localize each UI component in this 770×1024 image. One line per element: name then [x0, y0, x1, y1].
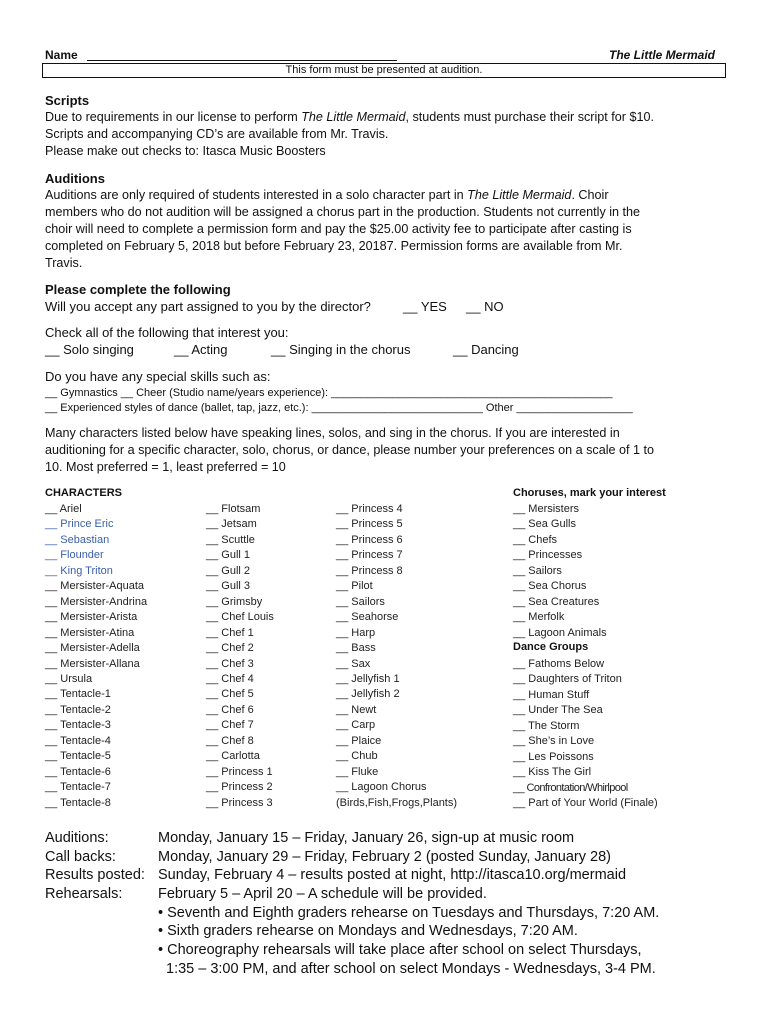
- character-item[interactable]: __ Chef 8: [206, 734, 254, 747]
- character-item[interactable]: __ Gull 3: [206, 580, 251, 593]
- character-item[interactable]: __ Mersister-Allana: [45, 657, 140, 670]
- auditions-value: Monday, January 15 – Friday, January 26, sign-up at music room: [158, 830, 575, 846]
- auditions-label: Auditions:: [45, 830, 109, 846]
- characters-heading: CHARACTERS: [45, 487, 122, 499]
- audition-banner: This form must be presented at audition.: [42, 63, 726, 78]
- dance-group-item[interactable]: __ Kiss The Girl: [513, 766, 592, 779]
- character-item[interactable]: __ Tentacle-4: [45, 734, 111, 747]
- character-item[interactable]: __ Harp: [336, 626, 376, 639]
- chorus-item[interactable]: __ Sea Gulls: [513, 518, 576, 531]
- character-item[interactable]: __ Princess 1: [206, 765, 273, 778]
- character-item[interactable]: __ Sebastian: [45, 533, 110, 546]
- character-item[interactable]: __ King Triton: [45, 564, 113, 577]
- character-item[interactable]: __ Mersister-Andrina: [45, 595, 148, 608]
- character-item[interactable]: __ Jellyfish 1: [336, 672, 400, 685]
- character-item[interactable]: __ Chef Louis: [206, 611, 274, 624]
- character-item[interactable]: __ Sailors: [336, 595, 385, 608]
- character-item[interactable]: __ Flotsam: [206, 503, 261, 515]
- choruses-heading: Choruses, mark your interest: [513, 487, 666, 499]
- character-item[interactable]: __ Mersister-Atina: [45, 626, 135, 639]
- dance-group-item[interactable]: __ She’s in Love: [513, 735, 595, 748]
- character-item[interactable]: __ Chef 2: [206, 642, 254, 655]
- dance-group-item[interactable]: __ The Storm: [513, 719, 580, 732]
- character-item[interactable]: __ Chef 6: [206, 703, 254, 716]
- character-item[interactable]: __ Gull 2: [206, 564, 251, 577]
- rehearsal-bullet-1: • Seventh and Eighth graders rehearse on Tuesdays and Thursdays, 7:20 AM.: [158, 905, 660, 921]
- character-item[interactable]: __ Princess 3: [206, 796, 273, 809]
- character-item[interactable]: __ Tentacle-1: [45, 688, 111, 701]
- character-item[interactable]: __ Tentacle-5: [45, 750, 111, 763]
- callbacks-label: Call backs:: [45, 849, 116, 865]
- interest-solo-singing[interactable]: __ Solo singing: [45, 342, 134, 357]
- character-item[interactable]: __ Chef 4: [206, 672, 254, 685]
- character-item[interactable]: __ Bass: [336, 642, 376, 655]
- lagoon-chorus-note: (Birds,Fish,Frogs,Plants): [336, 796, 458, 809]
- dance-heading: Dance Groups: [513, 641, 589, 653]
- character-item[interactable]: __ Chub: [336, 750, 378, 763]
- interest-chorus[interactable]: __ Singing in the chorus: [271, 342, 411, 357]
- character-item[interactable]: __ Flounder: [45, 549, 104, 562]
- interest-acting[interactable]: __ Acting: [174, 342, 228, 357]
- character-item[interactable]: __ Fluke: [336, 765, 379, 778]
- scripts-line-1: Due to requirements in our license to perform The Little Mermaid, students must purchase their script for $10.: [45, 110, 654, 124]
- character-item[interactable]: __ Mersister-Adella: [45, 642, 140, 655]
- rehearsal-bullet-3-cont: 1:35 – 3:00 PM, and after school on select Mondays - Wednesdays, 3-4 PM.: [166, 961, 656, 977]
- chorus-item[interactable]: __ Merfolk: [513, 611, 565, 624]
- rehearsals-value: February 5 – April 20 – A schedule will be provided.: [158, 886, 487, 902]
- character-item[interactable]: __ Chef 3: [206, 657, 254, 670]
- character-item[interactable]: __ Princess 7: [336, 549, 403, 562]
- character-item[interactable]: __ Ariel: [45, 503, 82, 515]
- name-field[interactable]: [87, 60, 397, 61]
- dance-group-item[interactable]: __ Fathoms Below: [513, 658, 605, 670]
- character-item[interactable]: __ Tentacle-6: [45, 765, 111, 778]
- dance-group-item[interactable]: __ Confrontation/Whirlpool: [513, 781, 628, 794]
- auditions-line-2: members who do not audition will be assigned a chorus part in the production. Students not currently in the: [45, 205, 641, 219]
- character-item[interactable]: __ Tentacle-7: [45, 781, 111, 794]
- character-item[interactable]: __ Jellyfish 2: [336, 688, 400, 701]
- auditions-line-1: Auditions are only required of students interested in a solo character part in The Little Mermaid. Choir: [45, 188, 609, 202]
- character-item[interactable]: __ Plaice: [336, 734, 382, 747]
- character-item[interactable]: __ Ursula: [45, 672, 93, 685]
- character-item[interactable]: __ Princess 2: [206, 781, 273, 794]
- auditions-heading: Auditions: [45, 171, 105, 186]
- character-item[interactable]: __ Lagoon Chorus: [336, 781, 427, 794]
- rehearsal-bullet-2: • Sixth graders rehearse on Mondays and Wednesdays, 7:20 AM.: [158, 923, 578, 939]
- scripts-line-2: Scripts and accompanying CD’s are available from Mr. Travis.: [45, 127, 389, 141]
- preference-line-2: auditioning for a specific character, solo, chorus, or dance, please number your preferences on a scale of 1 to: [45, 443, 655, 457]
- skills-prompt: Do you have any special skills such as:: [45, 369, 271, 384]
- character-item[interactable]: __ Mersister-Arista: [45, 611, 138, 624]
- results-label: Results posted:: [45, 867, 145, 883]
- chorus-item[interactable]: __ Mersisters: [513, 503, 580, 515]
- preference-line-3: 10. Most preferred = 1, least preferred = 10: [45, 460, 286, 474]
- preference-line-1: Many characters listed below have speaking lines, solos, and sing in the chorus. If you are interested in: [45, 426, 620, 440]
- character-item[interactable]: __ Princess 5: [336, 518, 403, 531]
- character-item[interactable]: __ Carp: [336, 719, 376, 732]
- auditions-line-4: completed on February 5, 2018 but before February 23, 20187. Permission forms are available from Mr.: [45, 239, 623, 253]
- character-item[interactable]: __ Grimsby: [206, 595, 263, 608]
- skills-line-2[interactable]: __ Experienced styles of dance (ballet, tap, jazz, etc.): ____________________________ Other ___________________: [45, 402, 633, 414]
- interest-dancing[interactable]: __ Dancing: [453, 342, 519, 357]
- dance-group-item[interactable]: __ Daughters of Triton: [513, 673, 622, 686]
- character-item[interactable]: __ Prince Eric: [45, 518, 114, 531]
- character-item[interactable]: __ Princess 8: [336, 564, 403, 577]
- chorus-item[interactable]: __ Sailors: [513, 564, 562, 577]
- character-item[interactable]: __ Jetsam: [206, 518, 257, 531]
- complete-heading: Please complete the following: [45, 282, 231, 297]
- accept-yes-option[interactable]: __ YES: [403, 299, 447, 314]
- rehearsals-label: Rehearsals:: [45, 886, 123, 902]
- accept-no-option[interactable]: __ NO: [466, 299, 504, 314]
- character-item[interactable]: __ Sax: [336, 657, 371, 670]
- character-item[interactable]: __ Chef 7: [206, 719, 254, 732]
- chorus-item[interactable]: __ Princesses: [513, 549, 583, 562]
- dance-group-item[interactable]: __ Part of Your World (Finale): [513, 797, 658, 810]
- chorus-item[interactable]: __ Sea Creatures: [513, 595, 600, 608]
- character-item[interactable]: __ Chef 1: [206, 626, 254, 639]
- rehearsal-bullet-3: • Choreography rehearsals will take place after school on select Thursdays,: [158, 942, 642, 958]
- callbacks-value: Monday, January 29 – Friday, February 2 (posted Sunday, January 28): [158, 849, 611, 865]
- character-item[interactable]: __ Pilot: [336, 580, 373, 593]
- character-item[interactable]: __ Princess 4: [336, 503, 403, 515]
- chorus-item[interactable]: __ Lagoon Animals: [513, 626, 607, 639]
- auditions-line-5: Travis.: [45, 256, 83, 270]
- character-item[interactable]: __ Gull 1: [206, 549, 251, 562]
- scripts-heading: Scripts: [45, 93, 90, 108]
- character-item[interactable]: __ Seahorse: [336, 611, 399, 624]
- chorus-item[interactable]: __ Sea Chorus: [513, 580, 587, 593]
- skills-line-1[interactable]: __ Gymnastics __ Cheer (Studio name/years experience): ______________________________________________: [45, 387, 613, 399]
- dance-group-item[interactable]: __ Human Stuff: [513, 688, 590, 701]
- character-item[interactable]: __ Chef 5: [206, 688, 254, 701]
- interest-prompt: Check all of the following that interest you:: [45, 325, 289, 340]
- auditions-line-3: choir will need to complete a permission form and pay the $25.00 activity fee to participate after casting is: [45, 222, 632, 236]
- results-value: Sunday, February 4 – results posted at night, http://itasca10.org/mermaid: [158, 867, 627, 883]
- show-title: The Little Mermaid: [609, 48, 716, 62]
- character-item[interactable]: __ Newt: [336, 703, 377, 716]
- character-item[interactable]: __ Tentacle-8: [45, 796, 111, 809]
- character-item[interactable]: __ Mersister-Aquata: [45, 580, 145, 593]
- dance-group-item[interactable]: __ Under The Sea: [513, 704, 603, 717]
- accept-question: Will you accept any part assigned to you by the director?: [45, 299, 371, 314]
- name-label: Name: [45, 48, 78, 62]
- character-item[interactable]: __ Tentacle-2: [45, 703, 111, 716]
- character-item[interactable]: __ Scuttle: [206, 533, 255, 546]
- dance-group-item[interactable]: __ Les Poissons: [513, 750, 594, 763]
- chorus-item[interactable]: __ Chefs: [513, 533, 558, 546]
- scripts-line-3: Please make out checks to: Itasca Music Boosters: [45, 144, 326, 158]
- character-item[interactable]: __ Princess 6: [336, 533, 403, 546]
- character-item[interactable]: __ Carlotta: [206, 750, 260, 763]
- character-item[interactable]: __ Tentacle-3: [45, 719, 111, 732]
